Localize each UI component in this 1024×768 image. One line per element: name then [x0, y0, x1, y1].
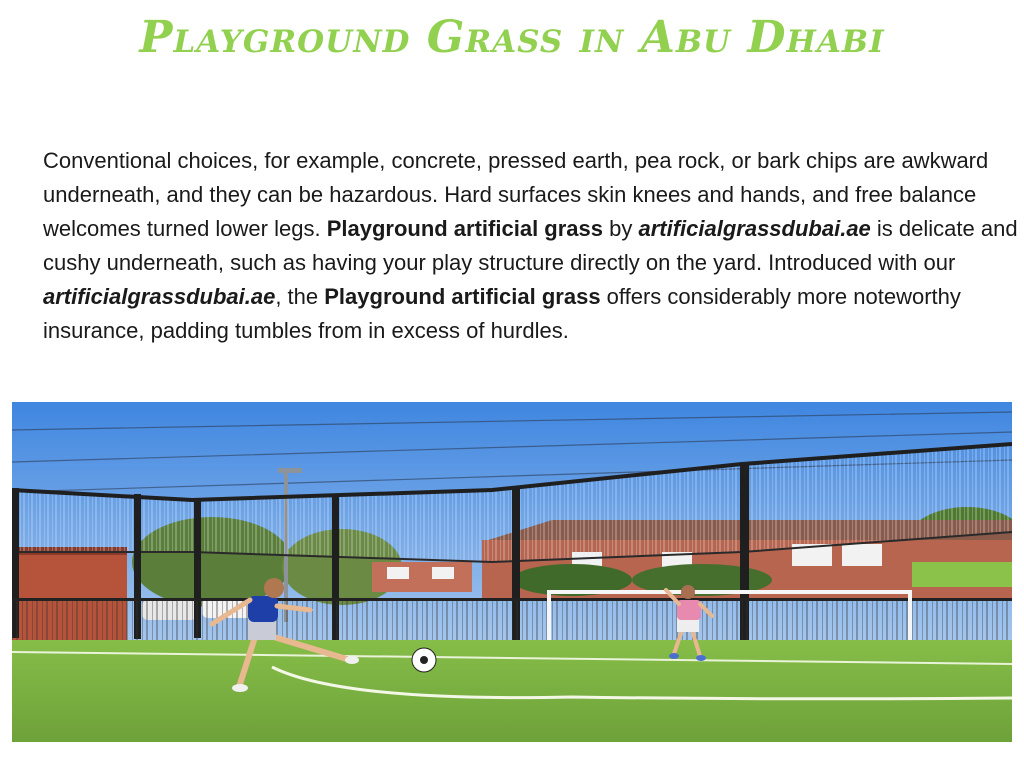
photo-illustration — [12, 402, 1012, 742]
keyword-bold: Playground artificial grass — [324, 284, 601, 309]
goal-crossbar — [547, 590, 912, 594]
brand-name: artificialgrassdubai.ae — [638, 216, 871, 241]
text-segment: is delicate and cushy underneath, such as having your play structure directly on the yard. Introduced with our — [43, 216, 1018, 275]
text-segment: by — [603, 216, 639, 241]
text-segment: offers considerably more noteworthy insurance, padding tumbles from in excess of hurdles. — [43, 284, 961, 343]
keyword-bold: Playground artificial grass — [326, 216, 603, 241]
brand-name: artificialgrassdubai.ae — [43, 284, 276, 309]
page-title: Playground Grass in Abu Dhabi — [139, 12, 885, 63]
description-paragraph — [43, 144, 1018, 348]
text-segment: Conventional choices, for example, concrete, pressed earth, pea rock, or bark chips are awkward underneath, and they can be hazardous. Hard surfaces skin knees and hands, and free balance welcomes turned lower legs. — [43, 148, 989, 241]
playground-photo — [12, 402, 1012, 742]
artificial-turf — [12, 640, 1012, 742]
text-segment: , the — [275, 284, 325, 309]
